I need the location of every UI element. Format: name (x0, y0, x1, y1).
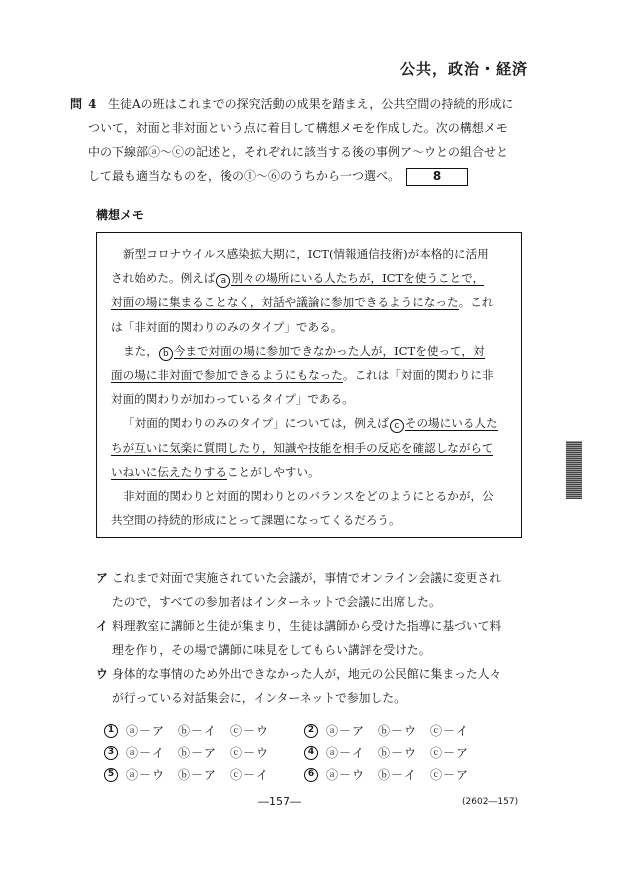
answer-choices (104, 720, 504, 786)
memo-text: 「対面的関わりのみのタイプ」については，例えば (123, 416, 389, 431)
choice-row (104, 742, 504, 764)
memo-line: 対面的関わりが加わっているタイプ」である。 (111, 392, 354, 407)
choice-row (104, 764, 504, 786)
choice-number: 4 (304, 746, 318, 760)
question-line-last (88, 164, 532, 188)
memo-line (111, 339, 507, 363)
case-text: が行っている対話集会に，インターネットで参加した。 (112, 691, 406, 705)
choice-text: ⓐ－イ ⓑ－ウ ⓒ－ア (326, 746, 470, 760)
case-text: たので，すべての参加者はインターネットで会議に出席した。 (112, 595, 441, 609)
case-option-i (96, 614, 536, 662)
memo-text: ことがしやすい。 (226, 464, 320, 479)
underline-mark-b: b (159, 347, 173, 361)
memo-text: され始めた。例えば (111, 271, 216, 286)
underlined-text-c: ちが互いに気楽に質問したり，知識や技能を相手の反応を確認しながらて (111, 440, 494, 455)
memo-line (111, 436, 507, 460)
case-text: 身体的な事情のため外出できなかった人が，地元の公民館に集まった人々 (112, 667, 502, 681)
memo-line (111, 363, 507, 387)
case-text: 料理教室に講師と生徒が集まり，生徒は講師から受けた指導に基づいて料 (112, 619, 502, 633)
case-label: ウ (96, 667, 108, 681)
underline-mark-c: c (390, 419, 404, 433)
underlined-text-a: 別々の場所にいる人たちが，ICTを使うことで， (231, 271, 485, 286)
case-text: 理を作り，その場で講師に味見をしてもらい講評を受けた。 (112, 643, 431, 657)
memo-text: 。これは「対面的関わりに非 (342, 368, 494, 383)
subject-header: 公共，政治・経済 (399, 60, 528, 78)
choice-row (104, 720, 504, 742)
underlined-text-a: 対面の場に集まることなく，対話や議論に参加できるようになった (111, 295, 459, 310)
side-tab-marker (566, 441, 582, 499)
case-options (96, 566, 536, 710)
memo-line: 新型コロナウイルス感染拡大期に，ICT(情報通信技術)が本格的に活用 (123, 247, 489, 261)
memo-text: また， (123, 343, 158, 358)
choice-number: 2 (304, 724, 318, 738)
question-line: 生徒Aの班はこれまでの探究活動の成果を踏まえ，公共空間の持続的形成に (108, 97, 514, 111)
memo-line (111, 266, 507, 290)
question-number: 問 4 (70, 97, 98, 111)
memo-line (111, 411, 507, 435)
question-stem (72, 92, 532, 188)
question-line: して最も適当なものを，後の①～⑥のうちから一つ選べ。 (88, 169, 401, 183)
answer-choice-5[interactable] (104, 764, 304, 786)
memo-label: 構想メモ (96, 208, 145, 222)
answer-choice-2[interactable] (304, 720, 504, 742)
page-number: ―157― (258, 795, 301, 808)
choice-text: ⓐ－ウ ⓑ－イ ⓒ－ア (326, 768, 470, 782)
answer-choice-4[interactable] (304, 742, 504, 764)
choice-number: 3 (104, 746, 118, 760)
memo-line: 非対面的関わりと対面的関わりとのバランスをどのようにとるかが，公 (123, 489, 494, 504)
question-line: 中の下線部ⓐ～ⓒの記述と，それぞれに該当する後の事例ア～ウとの組合せと (88, 145, 509, 159)
memo-line: は「非対面的関わりのみのタイプ」である。 (111, 319, 343, 334)
memo-line (111, 460, 507, 484)
underlined-text-b: 今まで対面の場に参加できなかった人が，ICTを使って，対 (173, 343, 485, 358)
memo-text: 。これ (458, 295, 494, 310)
choice-text: ⓐ－ア ⓑ－イ ⓒ－ウ (126, 724, 270, 738)
memo-line: 共空間の持続的形成にとって課題になってくるだろう。 (111, 513, 401, 528)
choice-number: 5 (104, 768, 118, 782)
choice-number: 6 (304, 768, 318, 782)
case-label: ア (96, 571, 108, 585)
page-code: (2602―157) (462, 797, 519, 807)
underlined-text-c: いねいに伝えたりする (111, 464, 227, 479)
answer-choice-1[interactable] (104, 720, 304, 742)
memo-line (111, 290, 507, 314)
underline-mark-a: a (216, 274, 230, 288)
case-text: これまで対面で実施されていた会議が，事情でオンライン会議に変更され (112, 571, 501, 585)
case-option-a (96, 566, 536, 614)
case-option-u (96, 662, 536, 710)
underlined-text-b: 面の場に非対面で参加できるようにもなった (111, 368, 343, 383)
question-line: ついて，対面と非対面という点に着目して構想メモを作成した。次の構想メモ (88, 121, 508, 135)
choice-number: 1 (104, 724, 118, 738)
underlined-text-c: その場にいる人た (404, 416, 498, 431)
choice-text: ⓐ－ア ⓑ－ウ ⓒ－イ (326, 724, 470, 738)
choice-text: ⓐ－イ ⓑ－ア ⓒ－ウ (126, 746, 270, 760)
answer-choice-3[interactable] (104, 742, 304, 764)
answer-number-box[interactable]: 8 (406, 168, 468, 186)
choice-text: ⓐ－ウ ⓑ－ア ⓒ－イ (126, 768, 270, 782)
memo-box (96, 232, 522, 538)
answer-choice-6[interactable] (304, 764, 504, 786)
case-label: イ (96, 619, 108, 633)
